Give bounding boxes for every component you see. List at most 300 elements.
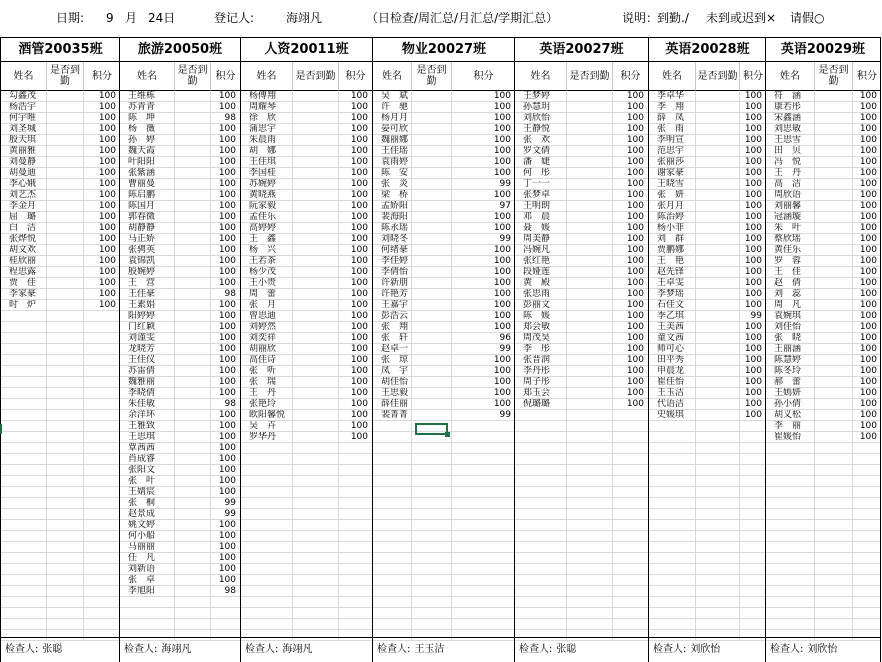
arrived-cell[interactable] bbox=[47, 212, 84, 222]
student-name-cell[interactable] bbox=[373, 421, 412, 431]
score-cell[interactable]: 100 bbox=[859, 102, 877, 112]
student-name-cell[interactable]: 刘婷然 bbox=[241, 322, 293, 332]
student-name-cell[interactable] bbox=[120, 597, 175, 607]
score-cell[interactable]: 100 bbox=[493, 212, 511, 222]
score-cell[interactable]: 100 bbox=[218, 190, 236, 200]
arrived-cell[interactable] bbox=[47, 399, 84, 409]
score-cell[interactable]: 100 bbox=[859, 355, 877, 365]
score-cell[interactable]: 100 bbox=[859, 410, 877, 420]
arrived-cell[interactable] bbox=[815, 278, 853, 288]
student-name-cell[interactable]: 杨月月 bbox=[373, 113, 412, 123]
student-name-cell[interactable] bbox=[649, 498, 696, 508]
arrived-cell[interactable] bbox=[175, 531, 211, 541]
arrived-cell[interactable] bbox=[815, 234, 853, 244]
arrived-cell[interactable] bbox=[815, 179, 853, 189]
student-name-cell[interactable]: 师可心 bbox=[649, 344, 696, 354]
student-name-cell[interactable] bbox=[241, 487, 293, 497]
student-name-cell[interactable]: 张晋润 bbox=[515, 355, 567, 365]
arrived-cell[interactable] bbox=[175, 289, 211, 299]
arrived-cell[interactable] bbox=[293, 135, 339, 145]
arrived-cell[interactable] bbox=[696, 146, 740, 156]
student-name-cell[interactable] bbox=[515, 531, 567, 541]
arrived-cell[interactable] bbox=[175, 586, 211, 596]
arrived-cell[interactable] bbox=[412, 399, 452, 409]
arrived-cell[interactable] bbox=[47, 135, 84, 145]
score-cell[interactable]: 100 bbox=[350, 179, 368, 189]
score-cell[interactable]: 100 bbox=[350, 399, 368, 409]
score-cell[interactable]: 100 bbox=[218, 355, 236, 365]
arrived-cell[interactable] bbox=[293, 256, 339, 266]
arrived-cell[interactable] bbox=[175, 564, 211, 574]
score-cell[interactable]: 100 bbox=[859, 399, 877, 409]
student-name-cell[interactable]: 陈治婷 bbox=[649, 212, 696, 222]
score-cell[interactable] bbox=[853, 575, 881, 585]
score-cell[interactable]: 100 bbox=[98, 223, 116, 233]
arrived-cell[interactable] bbox=[293, 465, 339, 475]
arrived-cell[interactable] bbox=[175, 553, 211, 563]
score-cell[interactable]: 100 bbox=[859, 366, 877, 376]
student-name-cell[interactable]: 阮家毅 bbox=[241, 201, 293, 211]
score-cell[interactable]: 100 bbox=[218, 377, 236, 387]
student-name-cell[interactable]: 张思雨 bbox=[515, 289, 567, 299]
arrived-cell[interactable] bbox=[293, 355, 339, 365]
score-cell[interactable]: 100 bbox=[626, 355, 644, 365]
student-name-cell[interactable]: 邓 晨 bbox=[515, 212, 567, 222]
score-cell[interactable] bbox=[84, 619, 120, 629]
arrived-cell[interactable] bbox=[815, 289, 853, 299]
score-cell[interactable]: 100 bbox=[218, 168, 236, 178]
score-cell[interactable]: 100 bbox=[626, 179, 644, 189]
student-name-cell[interactable]: 许 驰 bbox=[373, 102, 412, 112]
student-name-cell[interactable] bbox=[373, 586, 412, 596]
student-name-cell[interactable]: 康若彤 bbox=[766, 102, 815, 112]
student-name-cell[interactable]: 李 彤 bbox=[515, 344, 567, 354]
student-name-cell[interactable]: 张 卓 bbox=[120, 575, 175, 585]
student-name-cell[interactable] bbox=[1, 344, 47, 354]
arrived-cell[interactable] bbox=[567, 509, 613, 519]
arrived-cell[interactable] bbox=[815, 553, 853, 563]
score-cell[interactable] bbox=[339, 531, 372, 541]
student-name-cell[interactable] bbox=[766, 465, 815, 475]
score-cell[interactable] bbox=[740, 542, 766, 552]
score-cell[interactable]: 100 bbox=[859, 432, 877, 442]
arrived-cell[interactable] bbox=[815, 377, 853, 387]
arrived-cell[interactable] bbox=[567, 575, 613, 585]
student-name-cell[interactable] bbox=[241, 531, 293, 541]
student-name-cell[interactable]: 张 听 bbox=[241, 366, 293, 376]
arrived-cell[interactable] bbox=[567, 465, 613, 475]
score-cell[interactable]: 100 bbox=[626, 168, 644, 178]
arrived-cell[interactable] bbox=[567, 432, 613, 442]
arrived-cell[interactable] bbox=[815, 498, 853, 508]
score-cell[interactable]: 100 bbox=[218, 476, 236, 486]
student-name-cell[interactable] bbox=[373, 531, 412, 541]
student-name-cell[interactable] bbox=[241, 443, 293, 453]
student-name-cell[interactable] bbox=[766, 608, 815, 618]
score-cell[interactable]: 100 bbox=[98, 289, 116, 299]
arrived-cell[interactable] bbox=[815, 388, 853, 398]
score-cell[interactable] bbox=[613, 509, 648, 519]
score-cell[interactable]: 100 bbox=[744, 344, 762, 354]
student-name-cell[interactable] bbox=[766, 498, 815, 508]
student-name-cell[interactable]: 李 翔 bbox=[649, 102, 696, 112]
score-cell[interactable]: 100 bbox=[626, 113, 644, 123]
student-name-cell[interactable] bbox=[515, 597, 567, 607]
arrived-cell[interactable] bbox=[696, 553, 740, 563]
student-name-cell[interactable] bbox=[1, 432, 47, 442]
student-name-cell[interactable] bbox=[373, 465, 412, 475]
score-cell[interactable] bbox=[613, 487, 648, 497]
arrived-cell[interactable] bbox=[567, 355, 613, 365]
arrived-cell[interactable] bbox=[412, 311, 452, 321]
student-name-cell[interactable]: 杨少茂 bbox=[241, 267, 293, 277]
arrived-cell[interactable] bbox=[567, 157, 613, 167]
arrived-cell[interactable] bbox=[47, 333, 84, 343]
score-cell[interactable]: 100 bbox=[493, 91, 511, 101]
student-name-cell[interactable]: 郑会敏 bbox=[515, 322, 567, 332]
arrived-cell[interactable] bbox=[175, 465, 211, 475]
student-name-cell[interactable]: 张红艳 bbox=[515, 256, 567, 266]
score-cell[interactable]: 100 bbox=[493, 102, 511, 112]
score-cell[interactable]: 100 bbox=[493, 311, 511, 321]
arrived-cell[interactable] bbox=[412, 333, 452, 343]
student-name-cell[interactable] bbox=[649, 553, 696, 563]
arrived-cell[interactable] bbox=[293, 344, 339, 354]
score-cell[interactable]: 100 bbox=[859, 344, 877, 354]
arrived-cell[interactable] bbox=[567, 234, 613, 244]
score-cell[interactable]: 100 bbox=[350, 421, 368, 431]
arrived-cell[interactable] bbox=[412, 157, 452, 167]
student-name-cell[interactable]: 孙 婷 bbox=[120, 135, 175, 145]
score-cell[interactable]: 99 bbox=[224, 509, 236, 519]
score-cell[interactable]: 100 bbox=[744, 124, 762, 134]
arrived-cell[interactable] bbox=[47, 388, 84, 398]
arrived-cell[interactable] bbox=[696, 520, 740, 530]
arrived-cell[interactable] bbox=[175, 619, 211, 629]
arrived-cell[interactable] bbox=[47, 553, 84, 563]
arrived-cell[interactable] bbox=[293, 520, 339, 530]
student-name-cell[interactable]: 曹丽曼 bbox=[120, 179, 175, 189]
student-name-cell[interactable]: 刘新语 bbox=[120, 564, 175, 574]
student-name-cell[interactable] bbox=[766, 542, 815, 552]
student-name-cell[interactable]: 李卓华 bbox=[649, 91, 696, 101]
student-name-cell[interactable]: 王丽涵 bbox=[766, 344, 815, 354]
arrived-cell[interactable] bbox=[696, 333, 740, 343]
arrived-cell[interactable] bbox=[696, 102, 740, 112]
arrived-cell[interactable] bbox=[293, 619, 339, 629]
arrived-cell[interactable] bbox=[815, 146, 853, 156]
score-cell[interactable]: 100 bbox=[218, 179, 236, 189]
score-cell[interactable] bbox=[452, 443, 515, 453]
score-cell[interactable] bbox=[84, 476, 120, 486]
student-name-cell[interactable]: 刘奕祥 bbox=[241, 333, 293, 343]
arrived-cell[interactable] bbox=[412, 377, 452, 387]
student-name-cell[interactable]: 张 妍 bbox=[649, 190, 696, 200]
arrived-cell[interactable] bbox=[412, 113, 452, 123]
score-cell[interactable] bbox=[740, 476, 766, 486]
arrived-cell[interactable] bbox=[696, 366, 740, 376]
score-cell[interactable] bbox=[613, 421, 648, 431]
arrived-cell[interactable] bbox=[567, 377, 613, 387]
student-name-cell[interactable]: 李旭阳 bbox=[120, 586, 175, 596]
score-cell[interactable] bbox=[339, 487, 372, 497]
score-cell[interactable]: 100 bbox=[350, 91, 368, 101]
student-name-cell[interactable] bbox=[649, 586, 696, 596]
score-cell[interactable]: 97 bbox=[499, 201, 511, 211]
arrived-cell[interactable] bbox=[815, 333, 853, 343]
score-cell[interactable]: 100 bbox=[626, 377, 644, 387]
arrived-cell[interactable] bbox=[412, 91, 452, 101]
student-name-cell[interactable] bbox=[515, 619, 567, 629]
score-cell[interactable] bbox=[613, 476, 648, 486]
student-name-cell[interactable]: 袁锦凯 bbox=[120, 256, 175, 266]
student-name-cell[interactable] bbox=[766, 619, 815, 629]
student-name-cell[interactable] bbox=[1, 498, 47, 508]
arrived-cell[interactable] bbox=[47, 421, 84, 431]
student-name-cell[interactable] bbox=[649, 443, 696, 453]
student-name-cell[interactable]: 肖成睿 bbox=[120, 454, 175, 464]
arrived-cell[interactable] bbox=[696, 300, 740, 310]
score-cell[interactable]: 100 bbox=[218, 366, 236, 376]
score-cell[interactable] bbox=[452, 476, 515, 486]
score-cell[interactable] bbox=[339, 608, 372, 618]
score-cell[interactable]: 100 bbox=[218, 443, 236, 453]
student-name-cell[interactable] bbox=[373, 498, 412, 508]
student-name-cell[interactable] bbox=[1, 333, 47, 343]
arrived-cell[interactable] bbox=[175, 344, 211, 354]
arrived-cell[interactable] bbox=[412, 300, 452, 310]
score-cell[interactable]: 100 bbox=[98, 179, 116, 189]
arrived-cell[interactable] bbox=[293, 509, 339, 519]
score-cell[interactable] bbox=[84, 432, 120, 442]
score-cell[interactable]: 100 bbox=[744, 146, 762, 156]
arrived-cell[interactable] bbox=[567, 344, 613, 354]
arrived-cell[interactable] bbox=[567, 113, 613, 123]
arrived-cell[interactable] bbox=[815, 300, 853, 310]
student-name-cell[interactable]: 刘晓冬 bbox=[373, 234, 412, 244]
student-name-cell[interactable]: 高 洁 bbox=[766, 179, 815, 189]
student-name-cell[interactable] bbox=[766, 553, 815, 563]
score-cell[interactable]: 100 bbox=[350, 135, 368, 145]
student-name-cell[interactable]: 张紫涵 bbox=[120, 168, 175, 178]
score-cell[interactable] bbox=[84, 344, 120, 354]
student-name-cell[interactable]: 彭丽文 bbox=[515, 300, 567, 310]
student-name-cell[interactable]: 黄晓燕 bbox=[241, 190, 293, 200]
arrived-cell[interactable] bbox=[696, 113, 740, 123]
arrived-cell[interactable] bbox=[696, 355, 740, 365]
score-cell[interactable]: 100 bbox=[493, 322, 511, 332]
arrived-cell[interactable] bbox=[175, 399, 211, 409]
score-cell[interactable] bbox=[84, 465, 120, 475]
arrived-cell[interactable] bbox=[175, 520, 211, 530]
arrived-cell[interactable] bbox=[47, 223, 84, 233]
score-cell[interactable]: 100 bbox=[493, 267, 511, 277]
student-name-cell[interactable] bbox=[1, 586, 47, 596]
score-cell[interactable] bbox=[853, 498, 881, 508]
arrived-cell[interactable] bbox=[47, 586, 84, 596]
student-name-cell[interactable]: 苏青青 bbox=[120, 102, 175, 112]
student-name-cell[interactable]: 郝 蕾 bbox=[766, 377, 815, 387]
student-name-cell[interactable] bbox=[649, 476, 696, 486]
student-name-cell[interactable] bbox=[1, 619, 47, 629]
score-cell[interactable]: 100 bbox=[350, 388, 368, 398]
arrived-cell[interactable] bbox=[567, 476, 613, 486]
score-cell[interactable] bbox=[853, 619, 881, 629]
student-name-cell[interactable] bbox=[515, 454, 567, 464]
student-name-cell[interactable]: 门红颖 bbox=[120, 322, 175, 332]
score-cell[interactable]: 100 bbox=[859, 421, 877, 431]
score-cell[interactable] bbox=[84, 399, 120, 409]
score-cell[interactable]: 100 bbox=[350, 102, 368, 112]
arrived-cell[interactable] bbox=[175, 124, 211, 134]
arrived-cell[interactable] bbox=[293, 564, 339, 574]
score-cell[interactable]: 100 bbox=[493, 223, 511, 233]
arrived-cell[interactable] bbox=[567, 168, 613, 178]
score-cell[interactable]: 100 bbox=[98, 91, 116, 101]
arrived-cell[interactable] bbox=[696, 377, 740, 387]
arrived-cell[interactable] bbox=[696, 223, 740, 233]
score-cell[interactable]: 100 bbox=[98, 300, 116, 310]
student-name-cell[interactable]: 周茂昊 bbox=[515, 333, 567, 343]
student-name-cell[interactable]: 王嫣妍 bbox=[766, 388, 815, 398]
student-name-cell[interactable]: 倪璐璐 bbox=[515, 399, 567, 409]
arrived-cell[interactable] bbox=[175, 168, 211, 178]
score-cell[interactable]: 100 bbox=[218, 575, 236, 585]
student-name-cell[interactable]: 朱佳敏 bbox=[120, 399, 175, 409]
score-cell[interactable]: 100 bbox=[218, 564, 236, 574]
student-name-cell[interactable]: 黄丽雅 bbox=[1, 146, 47, 156]
arrived-cell[interactable] bbox=[412, 443, 452, 453]
student-name-cell[interactable] bbox=[241, 542, 293, 552]
score-cell[interactable]: 100 bbox=[98, 168, 116, 178]
arrived-cell[interactable] bbox=[175, 234, 211, 244]
score-cell[interactable]: 100 bbox=[218, 542, 236, 552]
score-cell[interactable]: 100 bbox=[626, 300, 644, 310]
score-cell[interactable]: 100 bbox=[626, 256, 644, 266]
student-name-cell[interactable]: 张艳玲 bbox=[241, 399, 293, 409]
arrived-cell[interactable] bbox=[47, 531, 84, 541]
student-name-cell[interactable] bbox=[515, 509, 567, 519]
score-cell[interactable]: 100 bbox=[859, 190, 877, 200]
score-cell[interactable] bbox=[452, 487, 515, 497]
arrived-cell[interactable] bbox=[815, 212, 853, 222]
arrived-cell[interactable] bbox=[175, 102, 211, 112]
score-cell[interactable] bbox=[339, 586, 372, 596]
student-name-cell[interactable]: 龙晓芳 bbox=[120, 344, 175, 354]
student-name-cell[interactable]: 王若茶 bbox=[241, 256, 293, 266]
student-name-cell[interactable]: 高佳诗 bbox=[241, 355, 293, 365]
student-name-cell[interactable] bbox=[373, 520, 412, 530]
student-name-cell[interactable] bbox=[1, 465, 47, 475]
score-cell[interactable]: 100 bbox=[626, 267, 644, 277]
student-name-cell[interactable] bbox=[515, 432, 567, 442]
student-name-cell[interactable]: 罗华丹 bbox=[241, 432, 293, 442]
arrived-cell[interactable] bbox=[47, 619, 84, 629]
score-cell[interactable] bbox=[853, 586, 881, 596]
arrived-cell[interactable] bbox=[815, 465, 853, 475]
student-name-cell[interactable]: 崔佳怡 bbox=[649, 377, 696, 387]
student-name-cell[interactable]: 范思宇 bbox=[649, 146, 696, 156]
arrived-cell[interactable] bbox=[293, 487, 339, 497]
student-name-cell[interactable] bbox=[1, 388, 47, 398]
student-name-cell[interactable]: 裴菁菁 bbox=[373, 410, 412, 420]
score-cell[interactable]: 100 bbox=[626, 333, 644, 343]
arrived-cell[interactable] bbox=[47, 465, 84, 475]
student-name-cell[interactable] bbox=[766, 531, 815, 541]
arrived-cell[interactable] bbox=[47, 454, 84, 464]
student-name-cell[interactable]: 胡佳怡 bbox=[373, 377, 412, 387]
student-name-cell[interactable]: 李金月 bbox=[1, 201, 47, 211]
arrived-cell[interactable] bbox=[293, 201, 339, 211]
score-cell[interactable] bbox=[452, 509, 515, 519]
student-name-cell[interactable]: 宋鑫涵 bbox=[766, 113, 815, 123]
student-name-cell[interactable]: 余洋环 bbox=[120, 410, 175, 420]
arrived-cell[interactable] bbox=[696, 311, 740, 321]
student-name-cell[interactable]: 聂 媛 bbox=[515, 223, 567, 233]
student-name-cell[interactable]: 张 琼 bbox=[373, 355, 412, 365]
arrived-cell[interactable] bbox=[567, 124, 613, 134]
arrived-cell[interactable] bbox=[175, 212, 211, 222]
student-name-cell[interactable]: 张 月 bbox=[241, 300, 293, 310]
arrived-cell[interactable] bbox=[47, 366, 84, 376]
student-name-cell[interactable]: 张烨悦 bbox=[1, 234, 47, 244]
arrived-cell[interactable] bbox=[815, 443, 853, 453]
arrived-cell[interactable] bbox=[175, 91, 211, 101]
score-cell[interactable] bbox=[452, 586, 515, 596]
student-name-cell[interactable] bbox=[515, 520, 567, 530]
score-cell[interactable]: 100 bbox=[744, 201, 762, 211]
score-cell[interactable]: 100 bbox=[859, 223, 877, 233]
student-name-cell[interactable]: 苏雷倩 bbox=[120, 366, 175, 376]
score-cell[interactable]: 100 bbox=[218, 432, 236, 442]
student-name-cell[interactable] bbox=[515, 421, 567, 431]
student-name-cell[interactable]: 杨 兴 bbox=[241, 245, 293, 255]
score-cell[interactable]: 100 bbox=[744, 157, 762, 167]
arrived-cell[interactable] bbox=[293, 223, 339, 233]
arrived-cell[interactable] bbox=[412, 344, 452, 354]
arrived-cell[interactable] bbox=[412, 278, 452, 288]
score-cell[interactable]: 100 bbox=[218, 135, 236, 145]
arrived-cell[interactable] bbox=[567, 333, 613, 343]
student-name-cell[interactable]: 王 营 bbox=[120, 278, 175, 288]
score-cell[interactable]: 100 bbox=[626, 124, 644, 134]
score-cell[interactable]: 100 bbox=[98, 135, 116, 145]
score-cell[interactable] bbox=[740, 586, 766, 596]
score-cell[interactable]: 100 bbox=[859, 212, 877, 222]
arrived-cell[interactable] bbox=[47, 476, 84, 486]
arrived-cell[interactable] bbox=[412, 487, 452, 497]
score-cell[interactable]: 100 bbox=[493, 388, 511, 398]
arrived-cell[interactable] bbox=[293, 278, 339, 288]
arrived-cell[interactable] bbox=[567, 454, 613, 464]
arrived-cell[interactable] bbox=[567, 421, 613, 431]
student-name-cell[interactable] bbox=[1, 454, 47, 464]
score-cell[interactable]: 100 bbox=[626, 311, 644, 321]
score-cell[interactable]: 100 bbox=[98, 256, 116, 266]
student-name-cell[interactable] bbox=[515, 542, 567, 552]
score-cell[interactable]: 99 bbox=[499, 234, 511, 244]
student-name-cell[interactable] bbox=[241, 608, 293, 618]
arrived-cell[interactable] bbox=[567, 531, 613, 541]
student-name-cell[interactable] bbox=[373, 487, 412, 497]
arrived-cell[interactable] bbox=[815, 190, 853, 200]
student-name-cell[interactable] bbox=[766, 443, 815, 453]
student-name-cell[interactable]: 王美茜 bbox=[649, 322, 696, 332]
score-cell[interactable]: 99 bbox=[224, 498, 236, 508]
arrived-cell[interactable] bbox=[815, 256, 853, 266]
score-cell[interactable] bbox=[211, 619, 240, 629]
score-cell[interactable] bbox=[84, 377, 120, 387]
